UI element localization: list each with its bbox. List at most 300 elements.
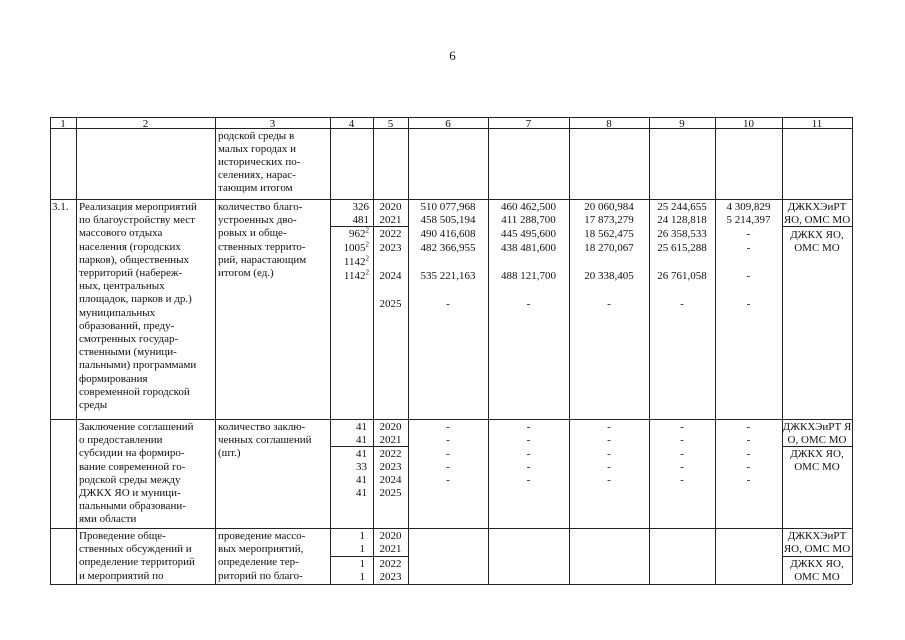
indicator-text	[218, 434, 312, 446]
indicator-text-text: ченных соглашений	[218, 434, 312, 447]
funding-cell	[649, 434, 715, 446]
activity-text-text: ДЖКХ ЯО и муници-	[79, 487, 181, 499]
activity-text	[79, 293, 192, 305]
activity-text	[79, 333, 178, 345]
funding-cell-text: -	[446, 421, 450, 433]
funding-cell	[649, 242, 715, 254]
funding-cell	[715, 421, 782, 433]
column-rule	[649, 117, 650, 584]
indicator-text	[218, 254, 306, 266]
funding-cell-text: -	[446, 434, 450, 446]
year-cell-text: 2024	[379, 270, 402, 282]
funding-cell-text: -	[746, 474, 751, 486]
funding-cell	[408, 461, 488, 473]
indicator-text-text: количество благо-	[218, 201, 303, 213]
funding-cell	[488, 434, 569, 446]
year-cell	[373, 530, 408, 542]
funding-cell-text: 17 873,279	[584, 214, 634, 226]
indicator-text	[218, 227, 287, 239]
cell-rule	[330, 556, 408, 557]
indicator-value-text: 1	[359, 571, 365, 583]
activity-text-text: ями области	[79, 513, 137, 526]
activity-text	[79, 346, 177, 358]
row-border	[50, 528, 852, 529]
funding-cell-text: -	[680, 448, 684, 460]
column-header	[76, 118, 215, 130]
indicator-text	[218, 156, 300, 168]
responsible-text-text: ДЖКХЭиРТ	[787, 201, 847, 213]
activity-text	[79, 254, 189, 266]
funding-cell	[408, 474, 488, 486]
column-header	[488, 118, 569, 130]
column-header-text: 6	[445, 118, 451, 130]
activity-text-text: Реализация мероприятий	[79, 201, 197, 213]
activity-text	[79, 474, 180, 486]
activity-text-text: формирования	[79, 372, 148, 385]
year-cell	[373, 242, 408, 254]
column-header-text: 4	[348, 118, 355, 130]
indicator-text-text: селениях, нарас-	[218, 169, 296, 181]
activity-text-text: среды	[79, 399, 108, 411]
indicator-value	[330, 558, 365, 570]
funding-cell	[649, 228, 715, 240]
responsible-text-text: ОМС МО	[794, 242, 840, 254]
indicator-value-text: 1142	[343, 256, 366, 268]
year-cell-text: 2021	[379, 214, 402, 226]
funding-cell	[715, 270, 782, 282]
funding-cell-text: 18 270,067	[584, 242, 634, 254]
funding-cell-text: -	[680, 474, 684, 486]
responsible-text	[782, 421, 852, 433]
indicator-value-text: 41	[356, 421, 367, 433]
funding-cell	[488, 214, 569, 226]
funding-cell	[649, 461, 715, 473]
funding-cell	[569, 448, 649, 460]
activity-text	[79, 543, 192, 555]
funding-cell-text: -	[446, 461, 450, 473]
funding-cell	[649, 270, 715, 282]
funding-cell-text: -	[446, 298, 450, 310]
funding-cell	[408, 434, 488, 446]
activity-text-text: территорий (набереж-	[79, 267, 183, 279]
funding-cell-text: 26 761,058	[657, 270, 707, 282]
funding-cell	[649, 448, 715, 460]
year-cell	[373, 270, 408, 282]
funding-cell-text: -	[680, 421, 684, 433]
funding-cell	[408, 242, 488, 254]
responsible-text	[782, 558, 852, 570]
indicator-value	[330, 256, 369, 268]
responsible-text	[782, 530, 852, 542]
funding-cell-text: -	[607, 298, 611, 310]
year-cell	[373, 543, 408, 555]
funding-cell-text: -	[746, 242, 751, 254]
indicator-value-text: 41	[356, 448, 367, 460]
year-cell	[373, 298, 408, 310]
activity-text	[79, 241, 181, 253]
activity-text	[79, 373, 148, 385]
activity-text	[79, 434, 163, 446]
funding-cell-text: 438 481,600	[501, 242, 556, 254]
indicator-value-text: 1	[359, 530, 365, 542]
funding-cell-text: -	[526, 448, 531, 460]
activity-text-text: Заключение соглашений	[79, 421, 194, 433]
funding-cell	[715, 461, 782, 473]
funding-cell-text: 20 338,405	[584, 270, 634, 282]
activity-text-text: смотренных государ-	[79, 333, 179, 345]
indicator-text	[218, 267, 274, 279]
year-cell-text: 2021	[379, 434, 402, 446]
funding-cell	[408, 201, 488, 213]
indicator-text-text: итогом (ед.)	[218, 267, 274, 279]
year-cell-text: 2023	[379, 461, 402, 473]
indicator-value-text: 481	[352, 214, 369, 226]
column-rule	[76, 117, 77, 584]
footnote-mark: 2	[365, 240, 369, 249]
funding-cell-text: -	[680, 461, 684, 473]
year-cell-text: 2024	[379, 474, 402, 486]
activity-text	[79, 399, 107, 411]
funding-cell	[649, 201, 715, 213]
activity-text	[79, 320, 174, 332]
activity-text	[79, 421, 194, 433]
funding-cell-text: -	[607, 421, 611, 433]
indicator-text-text: малых городах и	[218, 143, 297, 155]
responsible-text	[782, 571, 852, 583]
column-rule	[488, 117, 489, 584]
activity-text-text: массового отдыха	[79, 227, 163, 240]
table-side-border	[852, 117, 853, 584]
year-cell	[373, 421, 408, 433]
funding-cell	[715, 242, 782, 254]
column-rule	[215, 117, 216, 584]
funding-cell-text: -	[526, 298, 531, 310]
responsible-text-text: ДЖКХ ЯО,	[790, 558, 844, 570]
funding-cell	[488, 298, 569, 310]
funding-cell-text: -	[746, 228, 751, 240]
funding-cell	[569, 228, 649, 240]
funding-cell	[488, 421, 569, 433]
funding-cell-text: -	[746, 448, 751, 460]
funding-cell	[715, 214, 782, 226]
funding-cell	[488, 461, 569, 473]
year-cell	[373, 448, 408, 460]
activity-text-text: вание современной го-	[79, 460, 186, 473]
responsible-text-text: ДЖКХЭиРТ Я	[782, 421, 852, 433]
funding-cell-text: -	[746, 461, 751, 473]
responsible-text-text: О, ОМС МО	[787, 434, 847, 446]
indicator-text-text: родской среды в	[218, 130, 295, 142]
activity-text-text: ных, центральных	[79, 280, 165, 293]
indicator-value	[330, 421, 367, 433]
activity-text	[79, 556, 195, 568]
indicator-text-text: проведение массо-	[218, 530, 306, 542]
indicator-text-text: ровых и обще-	[218, 227, 287, 240]
responsible-text-text: ДЖКХЭиРТ	[787, 530, 847, 542]
activity-text	[79, 386, 190, 398]
year-cell	[373, 434, 408, 446]
year-cell-text: 2023	[379, 571, 402, 583]
activity-text-text: современной городской	[79, 385, 190, 398]
activity-text-text: по благоустройству мест	[79, 214, 195, 227]
year-cell	[373, 558, 408, 570]
year-cell-text: 2022	[379, 448, 402, 460]
indicator-text	[218, 130, 294, 142]
column-header-text: 8	[606, 118, 612, 130]
indicator-value	[330, 571, 365, 583]
indicator-value-text: 962	[349, 228, 366, 240]
funding-cell-text: -	[680, 298, 684, 310]
column-rule	[715, 117, 716, 584]
indicator-text-text: риторий по благо-	[218, 569, 303, 582]
activity-text	[79, 500, 186, 512]
indicator-value-text: 1	[359, 543, 365, 555]
column-header-text: 1	[60, 118, 66, 130]
column-header	[330, 118, 373, 130]
cell-rule	[782, 446, 852, 447]
indicator-value-text: 41	[356, 434, 367, 446]
column-rule	[330, 117, 331, 584]
indicator-text	[218, 169, 296, 181]
funding-cell-text: -	[446, 448, 450, 460]
cell-rule	[330, 226, 408, 227]
indicator-text	[218, 201, 302, 213]
funding-cell	[569, 474, 649, 486]
responsible-text	[782, 201, 852, 213]
cell-rule	[782, 556, 852, 557]
funding-cell-text: -	[680, 434, 684, 446]
indicator-value-text: 1142	[343, 270, 366, 282]
funding-cell-text: 510 077,968	[420, 201, 476, 213]
funding-cell-text: -	[607, 474, 611, 486]
funding-cell-text: -	[607, 461, 611, 473]
funding-cell-text: 25 244,655	[657, 201, 707, 213]
year-cell-text: 2020	[379, 201, 402, 213]
funding-cell	[408, 228, 488, 240]
row-border	[50, 199, 852, 200]
column-header-text: 9	[679, 118, 685, 130]
activity-text	[79, 570, 164, 582]
responsible-text	[782, 434, 852, 446]
activity-text	[79, 227, 162, 239]
indicator-value-text: 1	[359, 558, 365, 570]
indicator-text-text: (шт.)	[218, 447, 241, 460]
funding-cell-text: -	[746, 421, 751, 433]
footnote-mark: 2	[365, 226, 369, 235]
funding-cell-text: 18 562,475	[584, 228, 634, 240]
funding-cell	[649, 214, 715, 226]
responsible-text	[782, 214, 852, 226]
funding-cell	[569, 214, 649, 226]
activity-text	[79, 267, 182, 279]
column-rule	[782, 117, 783, 584]
year-cell	[373, 201, 408, 213]
column-header-text: 2	[142, 118, 149, 130]
funding-cell-text: -	[607, 448, 611, 460]
responsible-text-text: ДЖКХ ЯО,	[790, 448, 844, 460]
column-header	[50, 118, 76, 130]
funding-cell-text: 5 214,397	[726, 214, 771, 226]
funding-cell-text: 488 121,700	[501, 270, 556, 282]
responsible-text	[782, 229, 852, 241]
year-cell-text: 2025	[379, 298, 402, 310]
funding-cell-text: 25 615,288	[657, 242, 707, 254]
funding-cell	[649, 421, 715, 433]
funding-cell	[569, 298, 649, 310]
activity-text-text: ственных обсуждений и	[79, 543, 192, 556]
activity-text-text: ственными (муници-	[79, 346, 177, 359]
funding-cell	[488, 448, 569, 460]
funding-cell-text: 20 060,984	[584, 201, 634, 213]
responsible-text-text: ОМС МО	[794, 571, 840, 583]
indicator-text-text: определение тер-	[218, 556, 299, 569]
funding-cell	[488, 228, 569, 240]
funding-cell-text: -	[607, 434, 611, 446]
activity-text	[79, 214, 195, 226]
year-cell	[373, 474, 408, 486]
funding-cell	[569, 434, 649, 446]
funding-cell-text: 4 309,829	[726, 201, 771, 213]
indicator-value-text: 326	[352, 201, 369, 213]
responsible-text	[782, 448, 852, 460]
activity-text-text: пальными образовани-	[79, 500, 186, 513]
funding-cell	[408, 298, 488, 310]
activity-text-text: населения (городских	[79, 240, 181, 253]
activity-text-text: родской среды между	[79, 473, 181, 486]
column-header	[215, 118, 330, 130]
activity-text-text: Проведение обще-	[79, 530, 166, 542]
responsible-text	[782, 461, 852, 473]
funding-cell-text: -	[746, 434, 751, 446]
funding-cell	[569, 421, 649, 433]
funding-cell	[715, 448, 782, 460]
year-cell	[373, 571, 408, 583]
funding-cell	[569, 201, 649, 213]
column-rule	[373, 117, 374, 584]
funding-cell-text: -	[746, 298, 751, 310]
column-header-text: 11	[811, 118, 823, 130]
activity-text-text: пальными) программами	[79, 359, 197, 372]
indicator-value	[330, 530, 365, 542]
column-rule	[569, 117, 570, 584]
table-bottom-border	[50, 584, 852, 585]
funding-cell-text: -	[746, 270, 751, 282]
indicator-text-text: ственных террито-	[218, 240, 306, 253]
column-rule	[408, 117, 409, 584]
funding-cell-text: 535 221,163	[420, 270, 476, 282]
table-side-border	[50, 117, 51, 584]
activity-text	[79, 280, 165, 292]
activity-text-text: субсидии на формиро-	[79, 447, 185, 460]
funding-cell-text: 26 358,533	[657, 228, 707, 240]
activity-text-text: площадок, парков и др.)	[79, 293, 192, 306]
indicator-value	[330, 270, 369, 282]
indicator-value	[330, 474, 367, 486]
funding-cell	[715, 474, 782, 486]
column-header-text: 10	[743, 118, 754, 130]
indicator-text-text: вых мероприятий,	[218, 543, 304, 556]
funding-cell-text: 482 366,955	[420, 242, 476, 254]
year-cell-text: 2020	[379, 530, 402, 542]
indicator-value-text: 1005	[343, 242, 366, 254]
funding-cell	[715, 298, 782, 310]
funding-cell-text: 24 128,818	[657, 214, 707, 226]
footnote-mark: 2	[365, 254, 369, 263]
year-cell-text: 2023	[379, 242, 402, 254]
responsible-text	[782, 543, 852, 555]
year-cell	[373, 461, 408, 473]
responsible-text-text: ЯО, ОМС МО	[783, 543, 851, 555]
column-header-text: 7	[525, 118, 532, 130]
funding-cell	[488, 270, 569, 282]
cell-rule	[330, 446, 408, 447]
indicator-value	[330, 543, 365, 555]
indicator-text	[218, 241, 306, 253]
year-cell	[373, 214, 408, 226]
indicator-text	[218, 143, 296, 155]
responsible-text-text: ОМС МО	[794, 461, 840, 473]
funding-cell	[488, 242, 569, 254]
responsible-text	[782, 242, 852, 254]
funding-cell	[408, 270, 488, 282]
indicator-value	[330, 201, 369, 213]
activity-text-text: образований, преду-	[79, 319, 175, 332]
funding-cell	[488, 201, 569, 213]
cell-rule	[782, 226, 852, 227]
activity-text	[79, 530, 166, 542]
funding-cell-text: 458 505,194	[420, 214, 476, 226]
indicator-value	[330, 434, 367, 446]
indicator-value	[330, 448, 367, 460]
indicator-text	[218, 543, 303, 555]
indicator-value	[330, 242, 369, 254]
funding-cell	[649, 298, 715, 310]
column-header	[569, 118, 649, 130]
funding-cell-text: -	[526, 474, 531, 486]
footnote-mark: 2	[365, 268, 369, 277]
activity-text	[79, 307, 155, 319]
activity-text	[79, 487, 181, 499]
indicator-value	[330, 487, 367, 499]
indicator-text-text: исторических по-	[218, 156, 301, 168]
indicator-text	[218, 214, 297, 226]
activity-text-text: определение территорий	[79, 556, 195, 569]
item-number-text: 3.1.	[52, 201, 69, 213]
column-header-text: 5	[387, 118, 394, 130]
indicator-value-text: 41	[356, 487, 367, 499]
year-cell	[373, 487, 408, 499]
activity-text	[79, 461, 185, 473]
funding-cell	[488, 474, 569, 486]
indicator-value	[330, 228, 369, 240]
row-border	[50, 419, 852, 420]
funding-cell-text: -	[526, 461, 531, 473]
indicator-text	[218, 447, 241, 459]
column-header-text: 3	[269, 118, 276, 130]
responsible-text-text: ДЖКХ ЯО,	[790, 229, 844, 241]
indicator-text	[218, 556, 299, 568]
funding-cell	[569, 242, 649, 254]
indicator-text-text: количество заклю-	[218, 421, 306, 433]
column-header	[782, 118, 852, 130]
activity-text-text: муниципальных	[79, 306, 156, 319]
funding-cell	[569, 461, 649, 473]
year-cell-text: 2022	[379, 558, 402, 570]
year-cell-text: 2022	[379, 228, 402, 240]
funding-cell	[715, 434, 782, 446]
activity-text-text: и мероприятий по	[79, 569, 164, 582]
funding-cell-text: 460 462,500	[501, 201, 556, 213]
